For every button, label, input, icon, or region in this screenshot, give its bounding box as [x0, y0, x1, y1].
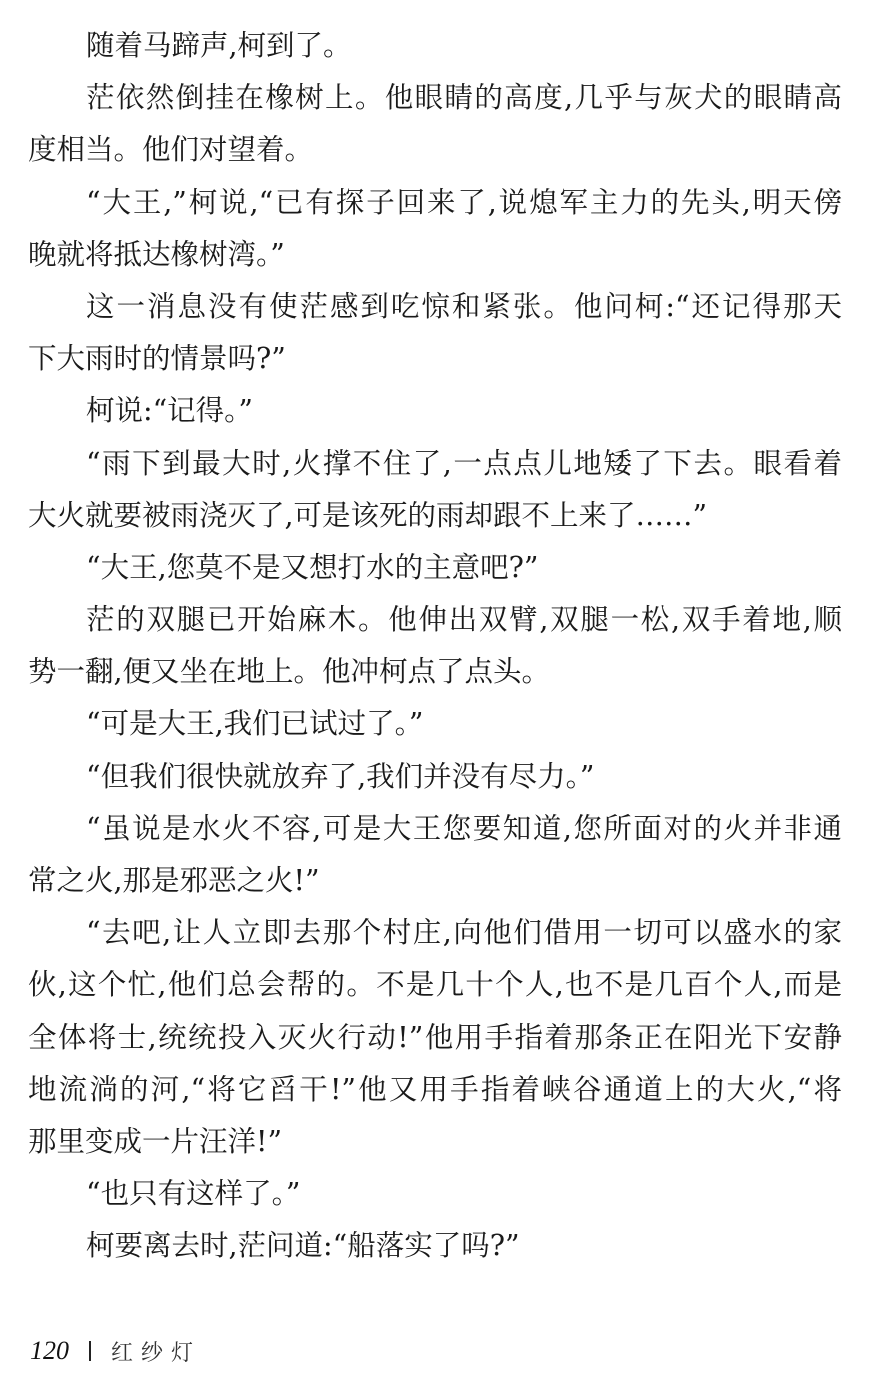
text-line: 度相当。他们对望着。 [28, 133, 314, 167]
page-number: 120 [30, 1336, 69, 1365]
text-line: “去吧,让人立即去那个村庄,向他们借用一切可以盛水的家 [86, 916, 842, 950]
book-title: 红纱灯 [111, 1340, 202, 1366]
text-line: 下大雨时的情景吗?” [28, 342, 286, 376]
text-line: “也只有这样了。” [86, 1177, 301, 1211]
text-line: 伙,这个忙,他们总会帮的。不是几十个人,也不是几百个人,而是 [28, 968, 842, 1002]
text-line: “大王,”柯说,“已有探子回来了,说熄军主力的先头,明天傍 [86, 185, 842, 219]
text-line: 这一消息没有使茫感到吃惊和紧张。他问柯:“还记得那天 [86, 289, 842, 323]
text-line: “但我们很快就放弃了,我们并没有尽力。” [86, 759, 595, 793]
text-line: 晚就将抵达橡树湾。” [28, 237, 285, 271]
text-line: 柯说:“记得。” [86, 394, 253, 428]
text-line: “大王,您莫不是又想打水的主意吧?” [86, 550, 539, 584]
text-line: 茫的双腿已开始麻木。他伸出双臂,双腿一松,双手着地,顺 [86, 603, 842, 637]
text-line: 随着马蹄声,柯到了。 [86, 29, 352, 62]
text-line: “雨下到最大时,火撑不住了,一点点儿地矮了下去。眼看着 [86, 446, 842, 480]
footer-divider [89, 1341, 91, 1361]
text-line: 大火就要被雨浇灭了,可是该死的雨却跟不上来了……” [28, 498, 708, 532]
text-line: 势一翻,便又坐在地上。他冲柯点了点头。 [28, 655, 551, 689]
text-line: 全体将士,统统投入灭火行动!”他用手指着那条正在阳光下安静 [28, 1020, 842, 1054]
text-line: “虽说是水火不容,可是大王您要知道,您所面对的火并非通 [86, 811, 842, 845]
text-line: 茫依然倒挂在橡树上。他眼睛的高度,几乎与灰犬的眼睛高 [86, 81, 842, 115]
body-text [28, 22, 842, 1275]
text-line: 那里变成一片汪洋!” [28, 1124, 283, 1158]
page-footer [30, 1333, 201, 1369]
text-line: 柯要离去时,茫问道:“船落实了吗?” [86, 1229, 520, 1263]
text-line: 地流淌的河,“将它舀干!”他又用手指着峡谷通道上的大火,“将 [28, 1072, 842, 1106]
text-line: 常之火,那是邪恶之火!” [28, 864, 320, 897]
text-line: “可是大王,我们已试过了。” [86, 707, 424, 741]
